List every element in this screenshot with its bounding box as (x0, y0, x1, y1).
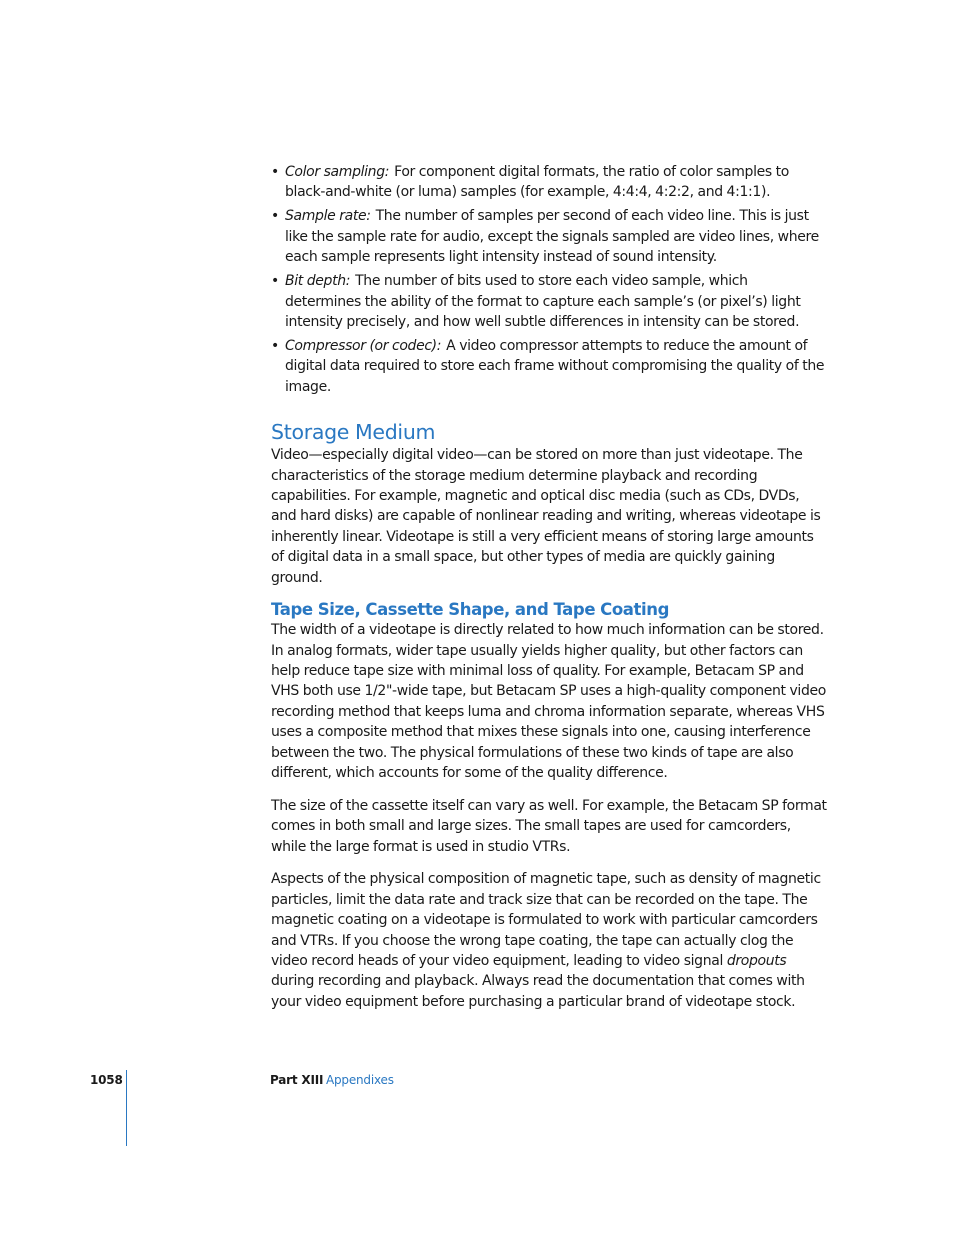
tape-paragraph-3-emphasis: dropouts (726, 952, 787, 969)
bullet-term: Color sampling: (285, 164, 390, 180)
bullet-text: The number of samples per second of each video line. This is just like the sample rate for audio, except the signals sampled are video lines, where each sample represents light intensity instead of sound intensity. (285, 208, 819, 266)
tape-paragraph-1: The width of a videotape is directly related to how much information can be stored. In analog formats, wider tape usually yields higher quality, but other factors can help reduce tape size with minimal loss of quality. For example, Betacam SP and VHS both use 1/2"-wide tape, but Betacam SP uses a high-quality component video recording method that keeps luma and chroma information separate, whereas VHS uses a composite method that mixes these signals into one, causing interference between the two. The physical formulations of these two kinds of tape are also different, which accounts for some of the quality difference. (271, 622, 826, 781)
footer-part-label: Part XIII (270, 1073, 324, 1087)
page-number: 1058 (90, 1073, 123, 1087)
tape-paragraph-3-after: during recording and playback. Always read the documentation that comes with your video equipment before purchasing a particular brand of videotape stock. (271, 973, 805, 1010)
bullet-term: Sample rate: (285, 208, 371, 225)
bullet-text: The number of bits used to store each video sample, which determines the ability of the format to capture each sample’s (or pixel’s) light intensity precisely, and how well subtle differences in intensity can be stored. (285, 273, 801, 331)
bullet-compressor (271, 336, 827, 397)
bullet-text: For component digital formats, the ratio of color samples to black-and-white (or luma) samples (for example, 4:4:4, 4:2:2, and 4:1:1). (285, 164, 789, 201)
bullet-list (271, 162, 827, 397)
footer-part-title: Appendixes (326, 1073, 394, 1087)
subsection-heading-tape-size: Tape Size, Cassette Shape, and Tape Coating (271, 600, 670, 620)
footer-divider (126, 1070, 127, 1146)
bullet-term: Compressor (or codec): (285, 338, 442, 355)
bullet-bit-depth (271, 271, 827, 332)
bullet-term: Bit depth: (285, 273, 351, 290)
section-heading-storage-medium: Storage Medium (271, 420, 436, 445)
storage-medium-paragraph: Video—especially digital video—can be stored on more than just videotape. The characteristics of the storage medium determine playback and recording capabilities. For example, magnetic and optical disc media (such as CDs, DVDs, and hard disks) are capable of nonlinear reading and writing, whereas videotape is inherently linear. Videotape is still a very efficient means of storing large amounts of digital data in a small space, but other types of media are quickly gaining ground. (271, 447, 821, 586)
page-content (271, 162, 827, 1012)
tape-paragraph-3-before: Aspects of the physical composition of magnetic tape, such as density of magnetic particles, limit the data rate and track size that can be recorded on the tape. The magnetic coating on a videotape is formulated to work with particular camcorders and VTRs. If you choose the wrong tape coating, the tape can actually clog the video record heads of your video equipment, leading to video signal (271, 871, 821, 969)
bullet-sample-rate (271, 206, 827, 267)
bullet-text: A video compressor attempts to reduce the amount of digital data required to store each frame without compromising the quality of the image. (285, 338, 825, 395)
bullet-color-sampling (271, 162, 827, 203)
tape-paragraph-3 (271, 869, 827, 1012)
tape-paragraph-2: The size of the cassette itself can vary as well. For example, the Betacam SP format comes in both small and large sizes. The small tapes are used for camcorders, while the large format is used in studio VTRs. (271, 797, 827, 855)
